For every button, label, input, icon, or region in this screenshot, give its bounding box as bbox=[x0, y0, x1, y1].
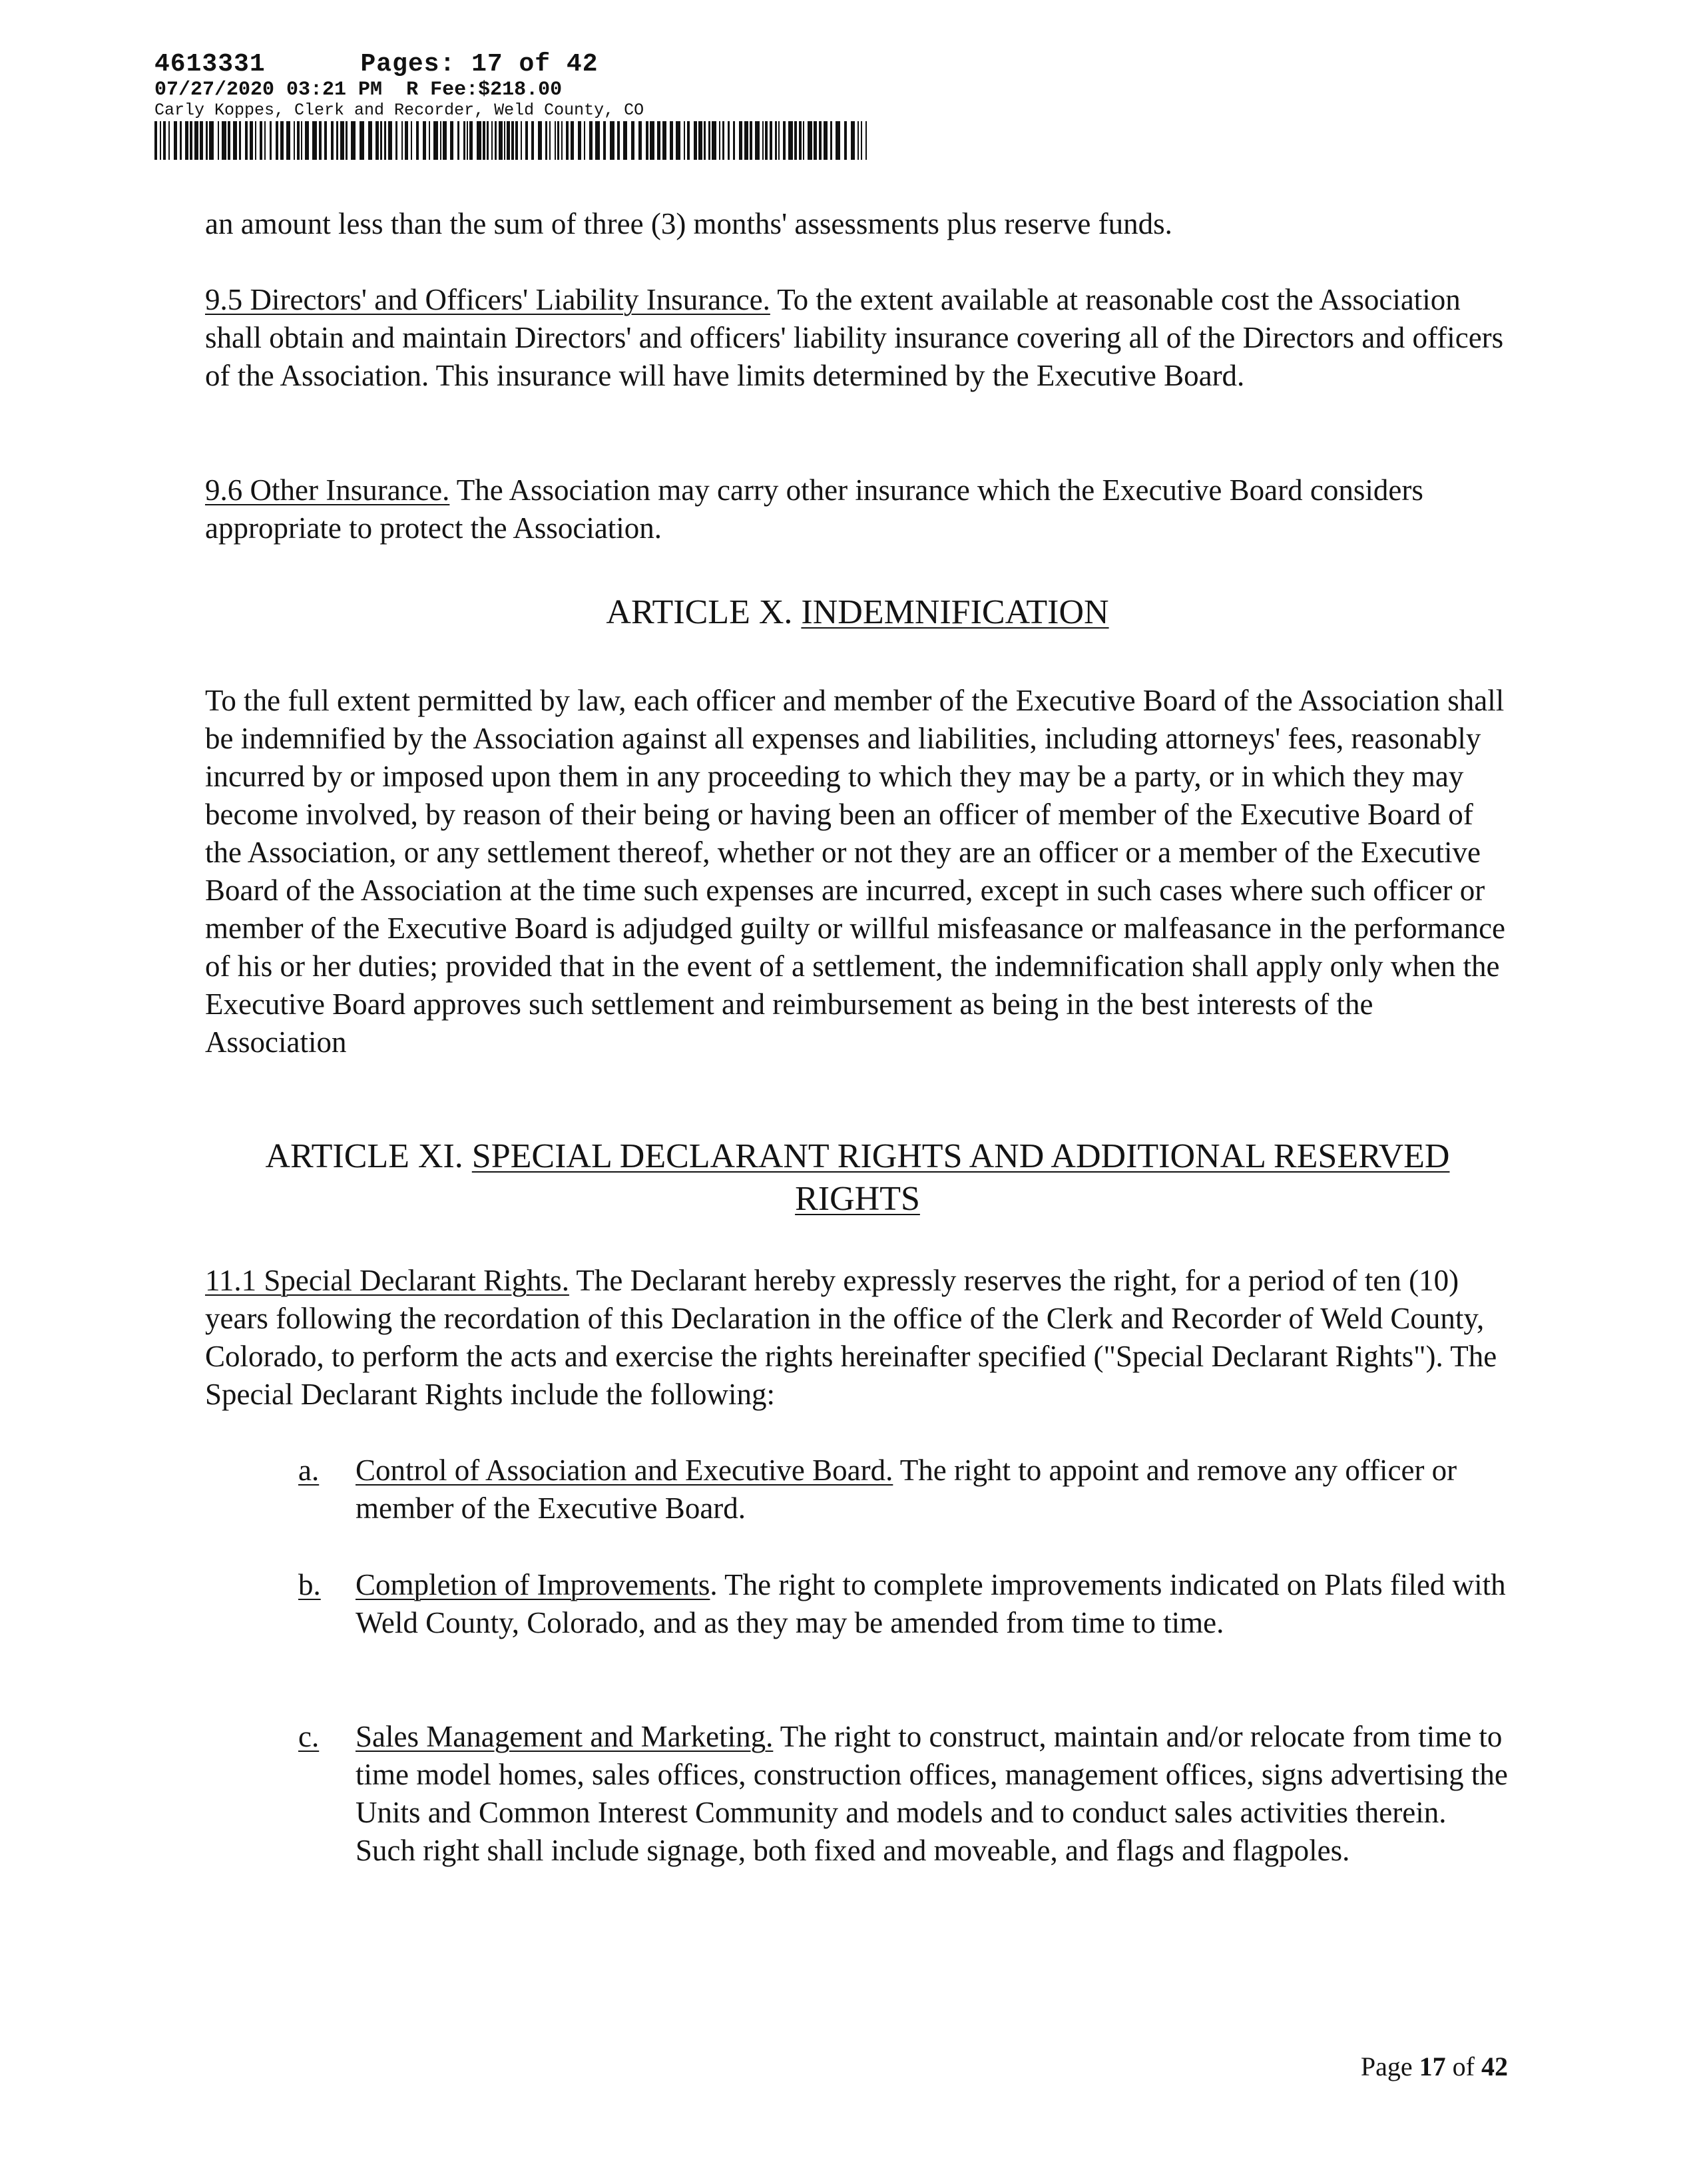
barcode-bar bbox=[495, 121, 497, 160]
barcode-bar bbox=[814, 121, 817, 160]
barcode-bar bbox=[650, 121, 654, 160]
barcode-bar bbox=[312, 121, 317, 160]
barcode-bar bbox=[255, 121, 256, 160]
list-marker: a. bbox=[298, 1454, 320, 1487]
barcode-bar bbox=[712, 121, 716, 160]
barcode-bar bbox=[351, 121, 356, 160]
barcode-bar bbox=[733, 121, 735, 160]
barcode-bar bbox=[865, 121, 867, 160]
barcode-bar bbox=[861, 121, 862, 160]
barcode-bar bbox=[684, 121, 685, 160]
barcode-bar bbox=[375, 121, 379, 160]
barcode-bar bbox=[194, 121, 198, 160]
barcode-bar bbox=[803, 121, 804, 160]
section-9-5-text: To the extent available at reasonable cost the Association shall obtain and maintain Directors' and officers' liability insurance covering all of the Directors and officers of the Association. This insurance will have limits determined by the Executive Board. bbox=[205, 283, 1504, 392]
barcode-bar bbox=[264, 121, 266, 160]
barcode-bar bbox=[670, 121, 673, 160]
recording-stamp bbox=[154, 52, 644, 119]
list-marker: b. bbox=[298, 1568, 321, 1601]
page-total: 42 bbox=[1481, 2051, 1508, 2081]
barcode-bar bbox=[603, 121, 606, 160]
barcode-bar bbox=[788, 121, 793, 160]
barcode-bar bbox=[819, 121, 822, 160]
barcode-bar bbox=[294, 121, 295, 160]
barcode-bar bbox=[206, 121, 208, 160]
barcode-bar bbox=[783, 121, 786, 160]
barcode-bar bbox=[297, 121, 300, 160]
barcode-bar bbox=[704, 121, 706, 160]
barcode-bar bbox=[467, 121, 468, 160]
barcode-bar bbox=[185, 121, 188, 160]
barcode-bar bbox=[245, 121, 248, 160]
barcode-bar bbox=[549, 121, 551, 160]
list-item bbox=[298, 1566, 1510, 1642]
barcode-bar bbox=[504, 121, 505, 160]
barcode-bar bbox=[676, 121, 680, 160]
section-9-5 bbox=[205, 281, 1510, 395]
barcode-bar bbox=[521, 121, 522, 160]
barcode-bar bbox=[836, 121, 840, 160]
barcode-bar bbox=[276, 121, 278, 160]
article-11-prefix: ARTICLE XI. bbox=[265, 1137, 472, 1175]
barcode-bar bbox=[228, 121, 230, 160]
barcode-bar bbox=[515, 121, 518, 160]
indemnification-paragraph: To the full extent permitted by law, each officer and member of the Executive Board of the Association shall be indemnified by the Association against all expenses and liabilities, including attorneys' fees, reasonably incurred by or imposed upon them in any proceeding to which they may be a party, or in which they may become involved, by reason of their being or having been an officer of member of the Executive Board of the Association, or any settlement thereof, whether or not they are an officer or a member of the Executive Board of the Association at the time such expenses are incurred, except in such cases where such officer or member of the Executive Board is adjudged guilty or willful misfeasance or malfeasance in the performance of his or her duties; provided that in the event of a settlement, the indemnification shall apply only when the Executive Board approves such settlement and reimbursement as being in the best interests of the Association bbox=[205, 684, 1506, 1059]
barcode-bar bbox=[280, 121, 284, 160]
page-count: Pages: 17 of 42 bbox=[360, 50, 599, 79]
article-10-heading bbox=[205, 591, 1510, 634]
section-9-6 bbox=[205, 471, 1510, 547]
section-9-6-title: 9.6 Other Insurance. bbox=[205, 473, 450, 507]
barcode-bar bbox=[301, 121, 302, 160]
barcode-bar bbox=[429, 121, 430, 160]
barcode-bar bbox=[555, 121, 556, 160]
list-item-title: Completion of Improvements bbox=[356, 1568, 710, 1601]
barcode-bar bbox=[368, 121, 372, 160]
barcode-bar bbox=[388, 121, 392, 160]
barcode-bar bbox=[775, 121, 777, 160]
barcode-bar bbox=[270, 121, 272, 160]
recording-fee: R Fee:$218.00 bbox=[406, 79, 563, 101]
barcode-bar bbox=[440, 121, 441, 160]
section-11-1-text: The Declarant hereby expressly reserves the right, for a period of ten (10) years following the recordation of this Declaration in the office of the Clerk and Recorder of Weld County, Colorado, to perform the acts and exercise the rights hereinafter specified ("Special Declarant Rights"). The Special Declarant Rights include the following: bbox=[205, 1264, 1497, 1411]
barcode-bar bbox=[450, 121, 453, 160]
list-item-text: The right to appoint and remove any officer or member of the Executive Board. bbox=[356, 1454, 1457, 1525]
barcode-bar bbox=[340, 121, 344, 160]
barcode-bar bbox=[190, 121, 192, 160]
barcode-bar bbox=[698, 121, 702, 160]
barcode-bar bbox=[708, 121, 710, 160]
barcode-bar bbox=[584, 121, 585, 160]
recorder-name: Carly Koppes, Clerk and Recorder, Weld County, CO bbox=[154, 101, 644, 120]
barcode-bar bbox=[401, 121, 403, 160]
list-item-text: . The right to complete improvements indicated on Plats filed with Weld County, Colorado, and as they may be amended from time to time. bbox=[356, 1568, 1506, 1639]
barcode-bar bbox=[477, 121, 481, 160]
barcode-bar bbox=[531, 121, 534, 160]
barcode-bar bbox=[433, 121, 438, 160]
barcode-bar bbox=[610, 121, 614, 160]
barcode-bar bbox=[163, 121, 166, 160]
barcode-bar bbox=[799, 121, 802, 160]
barcode-bar bbox=[457, 121, 459, 160]
barcode-bar bbox=[360, 121, 364, 160]
page-number: 17 bbox=[1419, 2051, 1446, 2081]
article-11-title-line1: SPECIAL DECLARANT RIGHTS AND ADDITIONAL RESERVED bbox=[471, 1137, 1450, 1175]
list-marker: c. bbox=[298, 1720, 320, 1753]
barcode-bar bbox=[286, 121, 290, 160]
barcode-bar bbox=[222, 121, 226, 160]
barcode-bar bbox=[755, 121, 760, 160]
barcode-bar bbox=[319, 121, 322, 160]
barcode-bar bbox=[794, 121, 797, 160]
barcode-bar bbox=[491, 121, 493, 160]
list-item bbox=[298, 1452, 1510, 1527]
section-9-6-text: The Association may carry other insurance which the Executive Board considers appropriate to protect the Association. bbox=[205, 473, 1423, 545]
barcode-bar bbox=[623, 121, 627, 160]
reception-number: 4613331 bbox=[154, 50, 266, 79]
barcode-bar bbox=[762, 121, 764, 160]
list-item-text: The right to construct, maintain and/or relocate from time to time model homes, sales offices, construction offices, management offices, signs advertising the Units and Common Interest Community and models and to conduct sales activities therein. Such right shall include signage, both fixed and moveable, and flags and flagpoles. bbox=[356, 1720, 1508, 1867]
barcode-bar bbox=[824, 121, 828, 160]
barcode-bar bbox=[487, 121, 489, 160]
barcode-bar bbox=[218, 121, 219, 160]
barcode-bar bbox=[578, 121, 581, 160]
barcode-bar bbox=[646, 121, 648, 160]
paragraph-reserve-funds: an amount less than the sum of three (3) months' assessments plus reserve funds. bbox=[205, 207, 1172, 240]
barcode-bar bbox=[511, 121, 514, 160]
barcode-bar bbox=[483, 121, 485, 160]
barcode-bar bbox=[200, 121, 203, 160]
barcode-bar bbox=[719, 121, 720, 160]
barcode-bar bbox=[239, 121, 241, 160]
barcode-bar bbox=[411, 121, 412, 160]
barcode-bar bbox=[443, 121, 447, 160]
barcode-bar bbox=[336, 121, 338, 160]
barcode-bar bbox=[346, 121, 348, 160]
list-item-title: Sales Management and Marketing. bbox=[356, 1720, 774, 1753]
barcode-bar bbox=[750, 121, 752, 160]
barcode-bar bbox=[469, 121, 473, 160]
barcode-bar bbox=[380, 121, 382, 160]
barcode-bar bbox=[557, 121, 559, 160]
barcode-bar bbox=[233, 121, 237, 160]
barcode-bar bbox=[722, 121, 724, 160]
barcode-bar bbox=[638, 121, 642, 160]
barcode-bar bbox=[507, 121, 510, 160]
barcode-bar bbox=[331, 121, 334, 160]
barcode-bar bbox=[174, 121, 177, 160]
article-11-title-line2: RIGHTS bbox=[795, 1180, 920, 1218]
barcode-bar bbox=[545, 121, 547, 160]
barcode-bar bbox=[423, 121, 426, 160]
section-11-1 bbox=[205, 1262, 1510, 1414]
barcode-bar bbox=[728, 121, 730, 160]
barcode-bar bbox=[168, 121, 170, 160]
barcode-bar bbox=[525, 121, 528, 160]
barcode-icon bbox=[154, 121, 867, 160]
barcode-bar bbox=[778, 121, 780, 160]
list-item bbox=[298, 1718, 1510, 1870]
barcode-bar bbox=[324, 121, 327, 160]
barcode-bar bbox=[744, 121, 748, 160]
barcode-bar bbox=[305, 121, 309, 160]
article-10-prefix: ARTICLE X. bbox=[606, 593, 802, 631]
barcode-bar bbox=[571, 121, 574, 160]
barcode-bar bbox=[844, 121, 847, 160]
barcode-bar bbox=[209, 121, 214, 160]
barcode-bar bbox=[631, 121, 634, 160]
section-11-1-title: 11.1 Special Declarant Rights. bbox=[205, 1264, 569, 1297]
barcode-bar bbox=[765, 121, 768, 160]
barcode-bar bbox=[499, 121, 503, 160]
barcode-bar bbox=[687, 121, 690, 160]
list-item-title: Control of Association and Executive Board. bbox=[356, 1454, 893, 1487]
section-9-5-title: 9.5 Directors' and Officers' Liability Insurance. bbox=[205, 283, 770, 316]
barcode-bar bbox=[566, 121, 569, 160]
barcode-bar bbox=[384, 121, 386, 160]
article-10-title: INDEMNIFICATION bbox=[801, 593, 1109, 631]
barcode-bar bbox=[405, 121, 408, 160]
barcode-bar bbox=[395, 121, 397, 160]
barcode-bar bbox=[657, 121, 660, 160]
barcode-bar bbox=[154, 121, 157, 160]
barcode-bar bbox=[617, 121, 620, 160]
barcode-bar bbox=[561, 121, 563, 160]
barcode-bar bbox=[851, 121, 855, 160]
barcode-bar bbox=[662, 121, 666, 160]
page-footer: Page 17 of 42 bbox=[1360, 2051, 1508, 2081]
barcode-bar bbox=[160, 121, 161, 160]
barcode-bar bbox=[694, 121, 697, 160]
barcode-bar bbox=[416, 121, 419, 160]
barcode-bar bbox=[463, 121, 465, 160]
barcode-bar bbox=[180, 121, 182, 160]
barcode-bar bbox=[250, 121, 253, 160]
article-11-heading bbox=[205, 1135, 1510, 1221]
barcode-bar bbox=[595, 121, 600, 160]
barcode-bar bbox=[538, 121, 542, 160]
barcode-bar bbox=[589, 121, 593, 160]
recording-datetime: 07/27/2020 03:21 PM bbox=[154, 79, 383, 101]
barcode-bar bbox=[830, 121, 832, 160]
barcode-bar bbox=[770, 121, 772, 160]
barcode-bar bbox=[739, 121, 742, 160]
barcode-bar bbox=[260, 121, 262, 160]
barcode-bar bbox=[808, 121, 812, 160]
barcode-bar bbox=[857, 121, 859, 160]
